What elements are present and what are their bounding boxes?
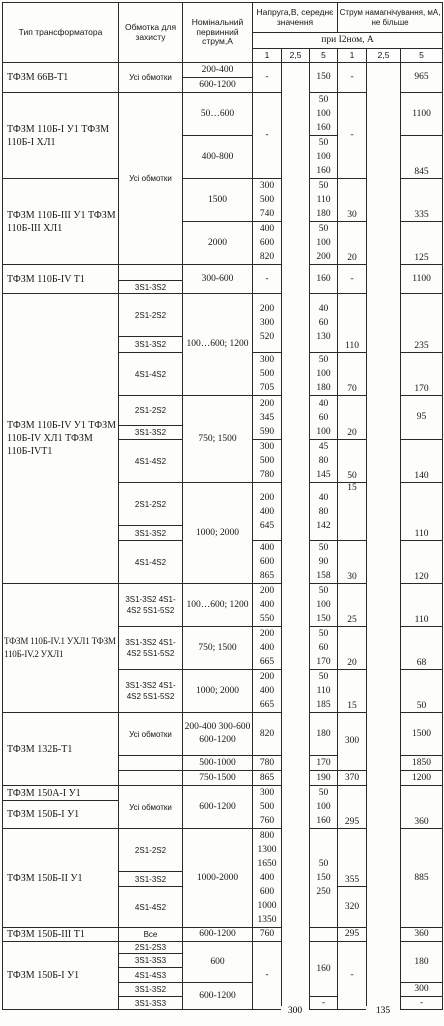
row-type: ТФЗМ 110Б-ІІІ У1 ТФЗМ 110Б-ІІІ ХЛ1 bbox=[3, 179, 119, 265]
winding-cell: Усі обмотки bbox=[119, 93, 183, 265]
voltage-cell: - bbox=[253, 942, 282, 1010]
row-type: ТФЗМ 150Б-ІІ У1 bbox=[3, 829, 119, 928]
magnet-cell: 20 bbox=[338, 222, 367, 265]
magnet-cell: 965 bbox=[401, 63, 443, 93]
header-winding: Обмотка для захисту bbox=[119, 3, 183, 63]
current-cell: 600-1200 bbox=[183, 983, 253, 1010]
winding-cell: 3S1-3S2 bbox=[119, 337, 183, 353]
voltage-cell: 50 100 200 bbox=[310, 222, 338, 265]
current-cell: 200-400 bbox=[183, 63, 253, 78]
current-cell: 1000; 2000 bbox=[183, 670, 253, 713]
winding-cell: 2S1-2S2 bbox=[119, 396, 183, 426]
current-cell: 200-400 300-600 600-1200 bbox=[183, 713, 253, 756]
magnet-cell: 170 bbox=[401, 353, 443, 396]
winding-cell: Все bbox=[119, 928, 183, 942]
magnet-cell: 335 bbox=[401, 179, 443, 222]
magnet-cell: 15 bbox=[338, 483, 367, 541]
winding-cell: 4S1-4S2 bbox=[119, 887, 183, 928]
voltage-cell: 780 bbox=[253, 756, 282, 771]
header-voltage: Напруга,В, середнє значення bbox=[253, 3, 338, 33]
current-cell: 750-1500 bbox=[183, 771, 253, 786]
magnet-cell: 50 bbox=[401, 670, 443, 713]
row-type: ТФЗМ 66В-Т1 bbox=[3, 63, 119, 93]
winding-cell: 4S1-4S2 bbox=[119, 440, 183, 483]
magnet-cell: 110 bbox=[401, 584, 443, 627]
winding-cell: 3S1-3S2 bbox=[119, 426, 183, 440]
voltage-cell: 200 400 665 bbox=[253, 670, 282, 713]
winding-cell: 3S1-3S2 bbox=[119, 872, 183, 887]
voltage-cell: 50 150 250 bbox=[310, 829, 338, 928]
current-cell: 500-1000 bbox=[183, 756, 253, 771]
magnet-cell: 20 bbox=[338, 396, 367, 440]
voltage-cell: 760 bbox=[253, 928, 282, 942]
voltage-cell: 200 345 590 bbox=[253, 396, 282, 440]
voltage-cell: 300 500 705 bbox=[253, 353, 282, 396]
voltage-cell: 50 60 170 bbox=[310, 627, 338, 670]
winding-cell bbox=[119, 265, 183, 281]
winding-cell: 2S1-2S2 bbox=[119, 294, 183, 337]
current-cell: 600-1200 bbox=[183, 928, 253, 942]
header-magnet: Струм намагнічування, мА, не більше bbox=[338, 3, 443, 33]
winding-cell: 2S1-2S2 bbox=[119, 483, 183, 526]
winding-cell: 3S1-3S3 bbox=[119, 997, 183, 1010]
row-type: ТФЗМ 110Б-І У1 ТФЗМ 110Б-І ХЛ1 bbox=[3, 93, 119, 179]
magnet-cell: 1850 bbox=[401, 756, 443, 771]
winding-cell bbox=[119, 756, 183, 771]
voltage-cell: 45 80 145 bbox=[310, 440, 338, 483]
winding-cell: 2S1-2S3 bbox=[119, 942, 183, 954]
voltage-cell: 40 60 100 bbox=[310, 396, 338, 440]
magnet-cell: 1100 bbox=[401, 93, 443, 136]
voltage-cell: 180 bbox=[310, 713, 338, 756]
magnet-cell: 70 bbox=[338, 353, 367, 396]
winding-cell: 4S1-4S2 bbox=[119, 353, 183, 396]
magnet-cell: - bbox=[401, 997, 443, 1010]
voltage-cell: 200 400 665 bbox=[253, 627, 282, 670]
current-cell: 50…600 bbox=[183, 93, 253, 136]
row-type: ТФЗМ 150Б-І У1 bbox=[3, 801, 119, 829]
voltage-cell: 400 600 865 bbox=[253, 541, 282, 584]
winding-cell: 3S1-3S3 bbox=[119, 954, 183, 968]
magnet-cell: 180 bbox=[401, 942, 443, 983]
voltage-cell: 150 bbox=[310, 63, 338, 93]
voltage-cell: 300 500 740 bbox=[253, 179, 282, 222]
current-cell: 100…600; 1200 bbox=[183, 584, 253, 627]
current-cell: 1500 bbox=[183, 179, 253, 222]
winding-cell: 3S1-3S2 4S1-4S2 5S1-5S2 bbox=[119, 670, 183, 713]
voltage-cell: 50 100 180 bbox=[310, 353, 338, 396]
winding-cell: 3S1-3S2 bbox=[119, 983, 183, 997]
winding-cell bbox=[119, 771, 183, 786]
winding-cell: 3S1-3S2 4S1-4S2 5S1-5S2 bbox=[119, 627, 183, 670]
magnet-cell bbox=[367, 63, 401, 1010]
voltage-cell: 50 110 180 bbox=[310, 179, 338, 222]
voltage-cell: 300 bbox=[281, 1006, 309, 1016]
magnet-cell: 68 bbox=[401, 627, 443, 670]
winding-cell: 4S1-4S3 bbox=[119, 968, 183, 983]
current-cell: 100…600; 1200 bbox=[183, 294, 253, 396]
voltage-cell bbox=[310, 928, 338, 942]
magnet-cell: 110 bbox=[338, 294, 367, 353]
magnet-cell: 140 bbox=[401, 440, 443, 483]
voltage-cell: 190 bbox=[310, 771, 338, 786]
current-cell: 600 bbox=[183, 942, 253, 983]
current-cell: 600-1200 bbox=[183, 786, 253, 829]
voltage-cell: 40 60 130 bbox=[310, 294, 338, 353]
magnet-cell: 1500 bbox=[401, 713, 443, 756]
header-m1: 1 bbox=[338, 49, 367, 63]
magnet-cell: 30 bbox=[338, 541, 367, 584]
transformer-spec-page bbox=[2, 2, 442, 1020]
row-type: ТФЗМ 110Б-ІV Т1 bbox=[3, 265, 119, 294]
transformer-table bbox=[2, 2, 443, 1010]
row-type: ТФЗМ 110Б-ІV.1 УХЛ1 ТФЗМ 110Б-ІV.2 УХЛ1 bbox=[3, 584, 119, 713]
current-cell: 1000-2000 bbox=[183, 829, 253, 928]
current-cell: 400-800 bbox=[183, 136, 253, 179]
voltage-cell: - bbox=[253, 265, 282, 294]
voltage-cell: 200 400 645 bbox=[253, 483, 282, 541]
magnet-cell: 120 bbox=[401, 541, 443, 584]
header-at-current: при I2ном, А bbox=[253, 33, 443, 49]
voltage-cell: 170 bbox=[310, 756, 338, 771]
magnet-cell: 300 bbox=[338, 713, 367, 771]
voltage-cell: 50 110 185 bbox=[310, 670, 338, 713]
magnet-cell: 320 bbox=[338, 887, 367, 928]
winding-cell: Усі обмотки bbox=[119, 63, 183, 93]
magnet-cell: 295 bbox=[338, 786, 367, 829]
magnet-cell: - bbox=[338, 63, 367, 93]
winding-cell: 3S1-3S2 bbox=[119, 281, 183, 294]
voltage-cell: - bbox=[253, 93, 282, 179]
voltage-cell: 300 500 780 bbox=[253, 440, 282, 483]
magnet-cell: 845 bbox=[401, 136, 443, 179]
voltage-cell: 50 100 160 bbox=[310, 786, 338, 829]
magnet-cell: 25 bbox=[338, 584, 367, 627]
header-m2: 2,5 bbox=[367, 49, 401, 63]
voltage-cell: 160 bbox=[310, 265, 338, 294]
magnet-cell: 30 bbox=[338, 179, 367, 222]
winding-cell: Усі обмотки bbox=[119, 713, 183, 756]
voltage-cell: 50 100 160 bbox=[310, 136, 338, 179]
winding-cell: 4S1-4S2 bbox=[119, 541, 183, 584]
voltage-cell: 400 600 820 bbox=[253, 222, 282, 265]
voltage-cell: 50 100 150 bbox=[310, 584, 338, 627]
magnet-cell: 15 bbox=[338, 670, 367, 713]
magnet-cell: 355 bbox=[338, 829, 367, 887]
row-type: ТФЗМ 110Б-ІV У1 ТФЗМ 110Б-ІV ХЛ1 ТФЗМ 110Б-ІVТ1 bbox=[3, 294, 119, 584]
header-v1: 1 bbox=[253, 49, 282, 63]
voltage-cell: 40 80 142 bbox=[310, 483, 338, 541]
voltage-cell: - bbox=[310, 997, 338, 1010]
magnet-cell: 295 bbox=[338, 928, 367, 942]
voltage-cell: 865 bbox=[253, 771, 282, 786]
voltage-cell: 200 300 520 bbox=[253, 294, 282, 353]
current-cell: 750; 1500 bbox=[183, 627, 253, 670]
magnet-cell: 135 bbox=[366, 1006, 400, 1016]
row-type: ТФЗМ 132Б-Т1 bbox=[3, 713, 119, 786]
magnet-cell: - bbox=[338, 942, 367, 1010]
row-type: ТФЗМ 150Б-І У1 bbox=[3, 942, 119, 1010]
current-cell: 2000 bbox=[183, 222, 253, 265]
voltage-cell: 800 1300 1650 400 600 1000 1350 bbox=[253, 829, 282, 928]
header-m3: 5 bbox=[401, 49, 443, 63]
magnet-cell: 300 bbox=[401, 983, 443, 997]
voltage-cell bbox=[282, 63, 310, 1010]
voltage-cell: 50 90 158 bbox=[310, 541, 338, 584]
current-cell: 600-1200 bbox=[183, 78, 253, 93]
voltage-cell: 200 400 550 bbox=[253, 584, 282, 627]
magnet-cell: 885 bbox=[401, 829, 443, 928]
magnet-cell: 360 bbox=[401, 928, 443, 942]
header-current: Номінальний первинний струм,А bbox=[183, 3, 253, 63]
magnet-cell: 1100 bbox=[401, 265, 443, 294]
current-cell: 1000; 2000 bbox=[183, 483, 253, 584]
header-v2: 2,5 bbox=[282, 49, 310, 63]
current-cell: 750; 1500 bbox=[183, 396, 253, 483]
magnet-cell: - bbox=[338, 265, 367, 294]
header-v3: 5 bbox=[310, 49, 338, 63]
row-type: ТФЗМ 150Б-ІІІ Т1 bbox=[3, 928, 119, 942]
winding-cell: 3S1-3S2 4S1-4S2 5S1-5S2 bbox=[119, 584, 183, 627]
voltage-cell: 50 100 160 bbox=[310, 93, 338, 136]
row-type: ТФЗМ 150А-І У1 bbox=[3, 786, 119, 801]
header-type: Тип трансформатора bbox=[3, 3, 119, 63]
magnet-cell: 95 bbox=[401, 396, 443, 440]
voltage-cell: 300 500 760 bbox=[253, 786, 282, 829]
winding-cell: 2S1-2S2 bbox=[119, 829, 183, 872]
voltage-cell: 820 bbox=[253, 713, 282, 756]
magnet-cell: 370 bbox=[338, 771, 367, 786]
voltage-cell: 160 bbox=[310, 942, 338, 997]
magnet-cell: 125 bbox=[401, 222, 443, 265]
winding-cell: Усі обмотки bbox=[119, 786, 183, 829]
current-cell: 300-600 bbox=[183, 265, 253, 294]
magnet-cell: 360 bbox=[401, 786, 443, 829]
winding-cell: 3S1-3S2 bbox=[119, 526, 183, 541]
magnet-cell: 20 bbox=[338, 627, 367, 670]
magnet-cell: 110 bbox=[401, 483, 443, 541]
magnet-cell: 235 bbox=[401, 294, 443, 353]
magnet-cell: 50 bbox=[338, 440, 367, 483]
magnet-cell: 1200 bbox=[401, 771, 443, 786]
voltage-cell: - bbox=[253, 63, 282, 93]
magnet-cell: - bbox=[338, 93, 367, 179]
